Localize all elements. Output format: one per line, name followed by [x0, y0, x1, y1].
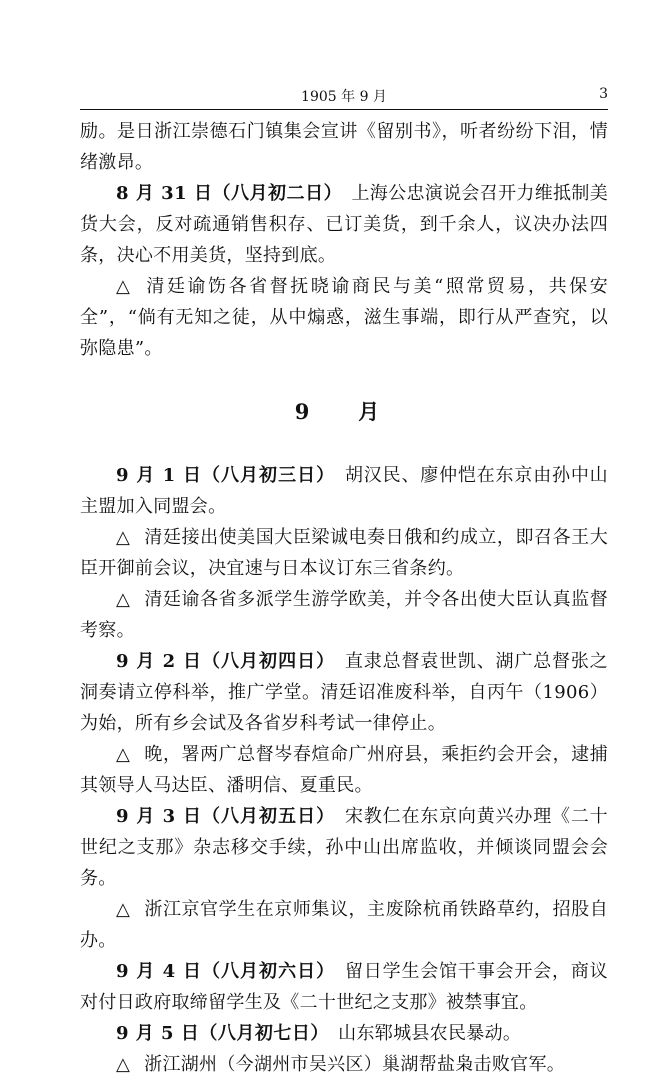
- entry-paragraph: [80, 460, 608, 522]
- running-title: 1905 年 9 月: [301, 89, 387, 105]
- entry-text: 直隶总督袁世凯、湖广总督张之洞奏请立停科举，推广学堂。清廷诏准废科举，自丙午（1906）为始，所有乡会试及各省岁科考试一律停止。: [80, 651, 608, 734]
- triangle-marker: △: [116, 744, 131, 765]
- entry-paragraph: [80, 956, 608, 1018]
- entry-text: 留日学生会馆干事会开会，商议对付日政府取缔留学生及《二十世纪之支那》被禁事宜。: [80, 961, 608, 1013]
- entry-paragraph: [80, 894, 608, 956]
- entry-text: 山东郓城县农民暴动。: [338, 1023, 522, 1044]
- entry-date: 9 月 3 日（八月初五日）: [116, 806, 327, 827]
- entry-text: 浙江湖州（今湖州市吴兴区）巢湖帮盐枭击败官军。: [144, 1054, 566, 1075]
- entry-paragraph: [80, 522, 608, 584]
- entry-paragraph: [80, 646, 608, 739]
- triangle-marker: △: [116, 899, 131, 920]
- entry-paragraph: [80, 739, 608, 801]
- entry-text: 宋教仁在东京向黄兴办理《二十世纪之支那》杂志移交手续，孙中山出席监收，并倾谈同盟会会务。: [80, 806, 608, 889]
- entry-text: 清廷谕饬各省督抚晓谕商民与美“照常贸易，共保安全”，“倘有无知之徒，从中煽惑，滋生事端，即行从严查究，以弥隐患”。: [80, 276, 608, 359]
- header-rule: [80, 109, 608, 110]
- entry-paragraph: [80, 271, 608, 364]
- entry-paragraph: [80, 1049, 608, 1080]
- entry-date: 9 月 4 日（八月初六日）: [116, 961, 327, 982]
- page-number: 3: [599, 86, 608, 102]
- entry-text: 胡汉民、廖仲恺在东京由孙中山主盟加入同盟会。: [80, 465, 608, 517]
- entry-paragraph: [80, 801, 608, 894]
- entry-paragraph: [80, 1018, 608, 1049]
- entry-date: 9 月 2 日（八月初四日）: [116, 651, 327, 672]
- section-title: 9 月: [294, 399, 394, 424]
- entry-paragraph: [80, 116, 608, 178]
- page-header: [80, 84, 608, 108]
- triangle-marker: △: [116, 527, 131, 548]
- triangle-marker: △: [116, 1054, 131, 1075]
- entry-paragraph: [80, 584, 608, 646]
- entry-paragraph: [80, 178, 608, 271]
- entry-text: 励。是日浙江崇德石门镇集会宣讲《留别书》，听者纷纷下泪，情绪激昂。: [80, 121, 608, 173]
- page-body: [80, 116, 608, 1080]
- triangle-marker: △: [116, 276, 133, 297]
- triangle-marker: △: [116, 589, 131, 610]
- entry-date: 9 月 5 日（八月初七日）: [116, 1023, 320, 1044]
- entry-text: 晚，署两广总督岑春煊命广州府县，乘拒约会开会，逮捕其领导人马达臣、潘明信、夏重民。: [80, 744, 608, 796]
- entry-text: 清廷谕各省多派学生游学欧美，并令各出使大臣认真监督考察。: [80, 589, 608, 641]
- entry-date: 9 月 1 日（八月初三日）: [116, 465, 327, 486]
- entry-date: 8 月 31 日（八月初二日）: [116, 183, 334, 204]
- entry-text: 清廷接出使美国大臣梁诚电奏日俄和约成立，即召各王大臣开御前会议，决宜速与日本议订东三省条约。: [80, 527, 608, 579]
- entry-text: 上海公忠演说会召开力维抵制美货大会，反对疏通销售积存、已订美货，到千余人，议决办法四条，决心不用美货，坚持到底。: [80, 183, 608, 266]
- entry-text: 浙江京官学生在京师集议，主废除杭甬铁路草约，招股自办。: [80, 899, 608, 951]
